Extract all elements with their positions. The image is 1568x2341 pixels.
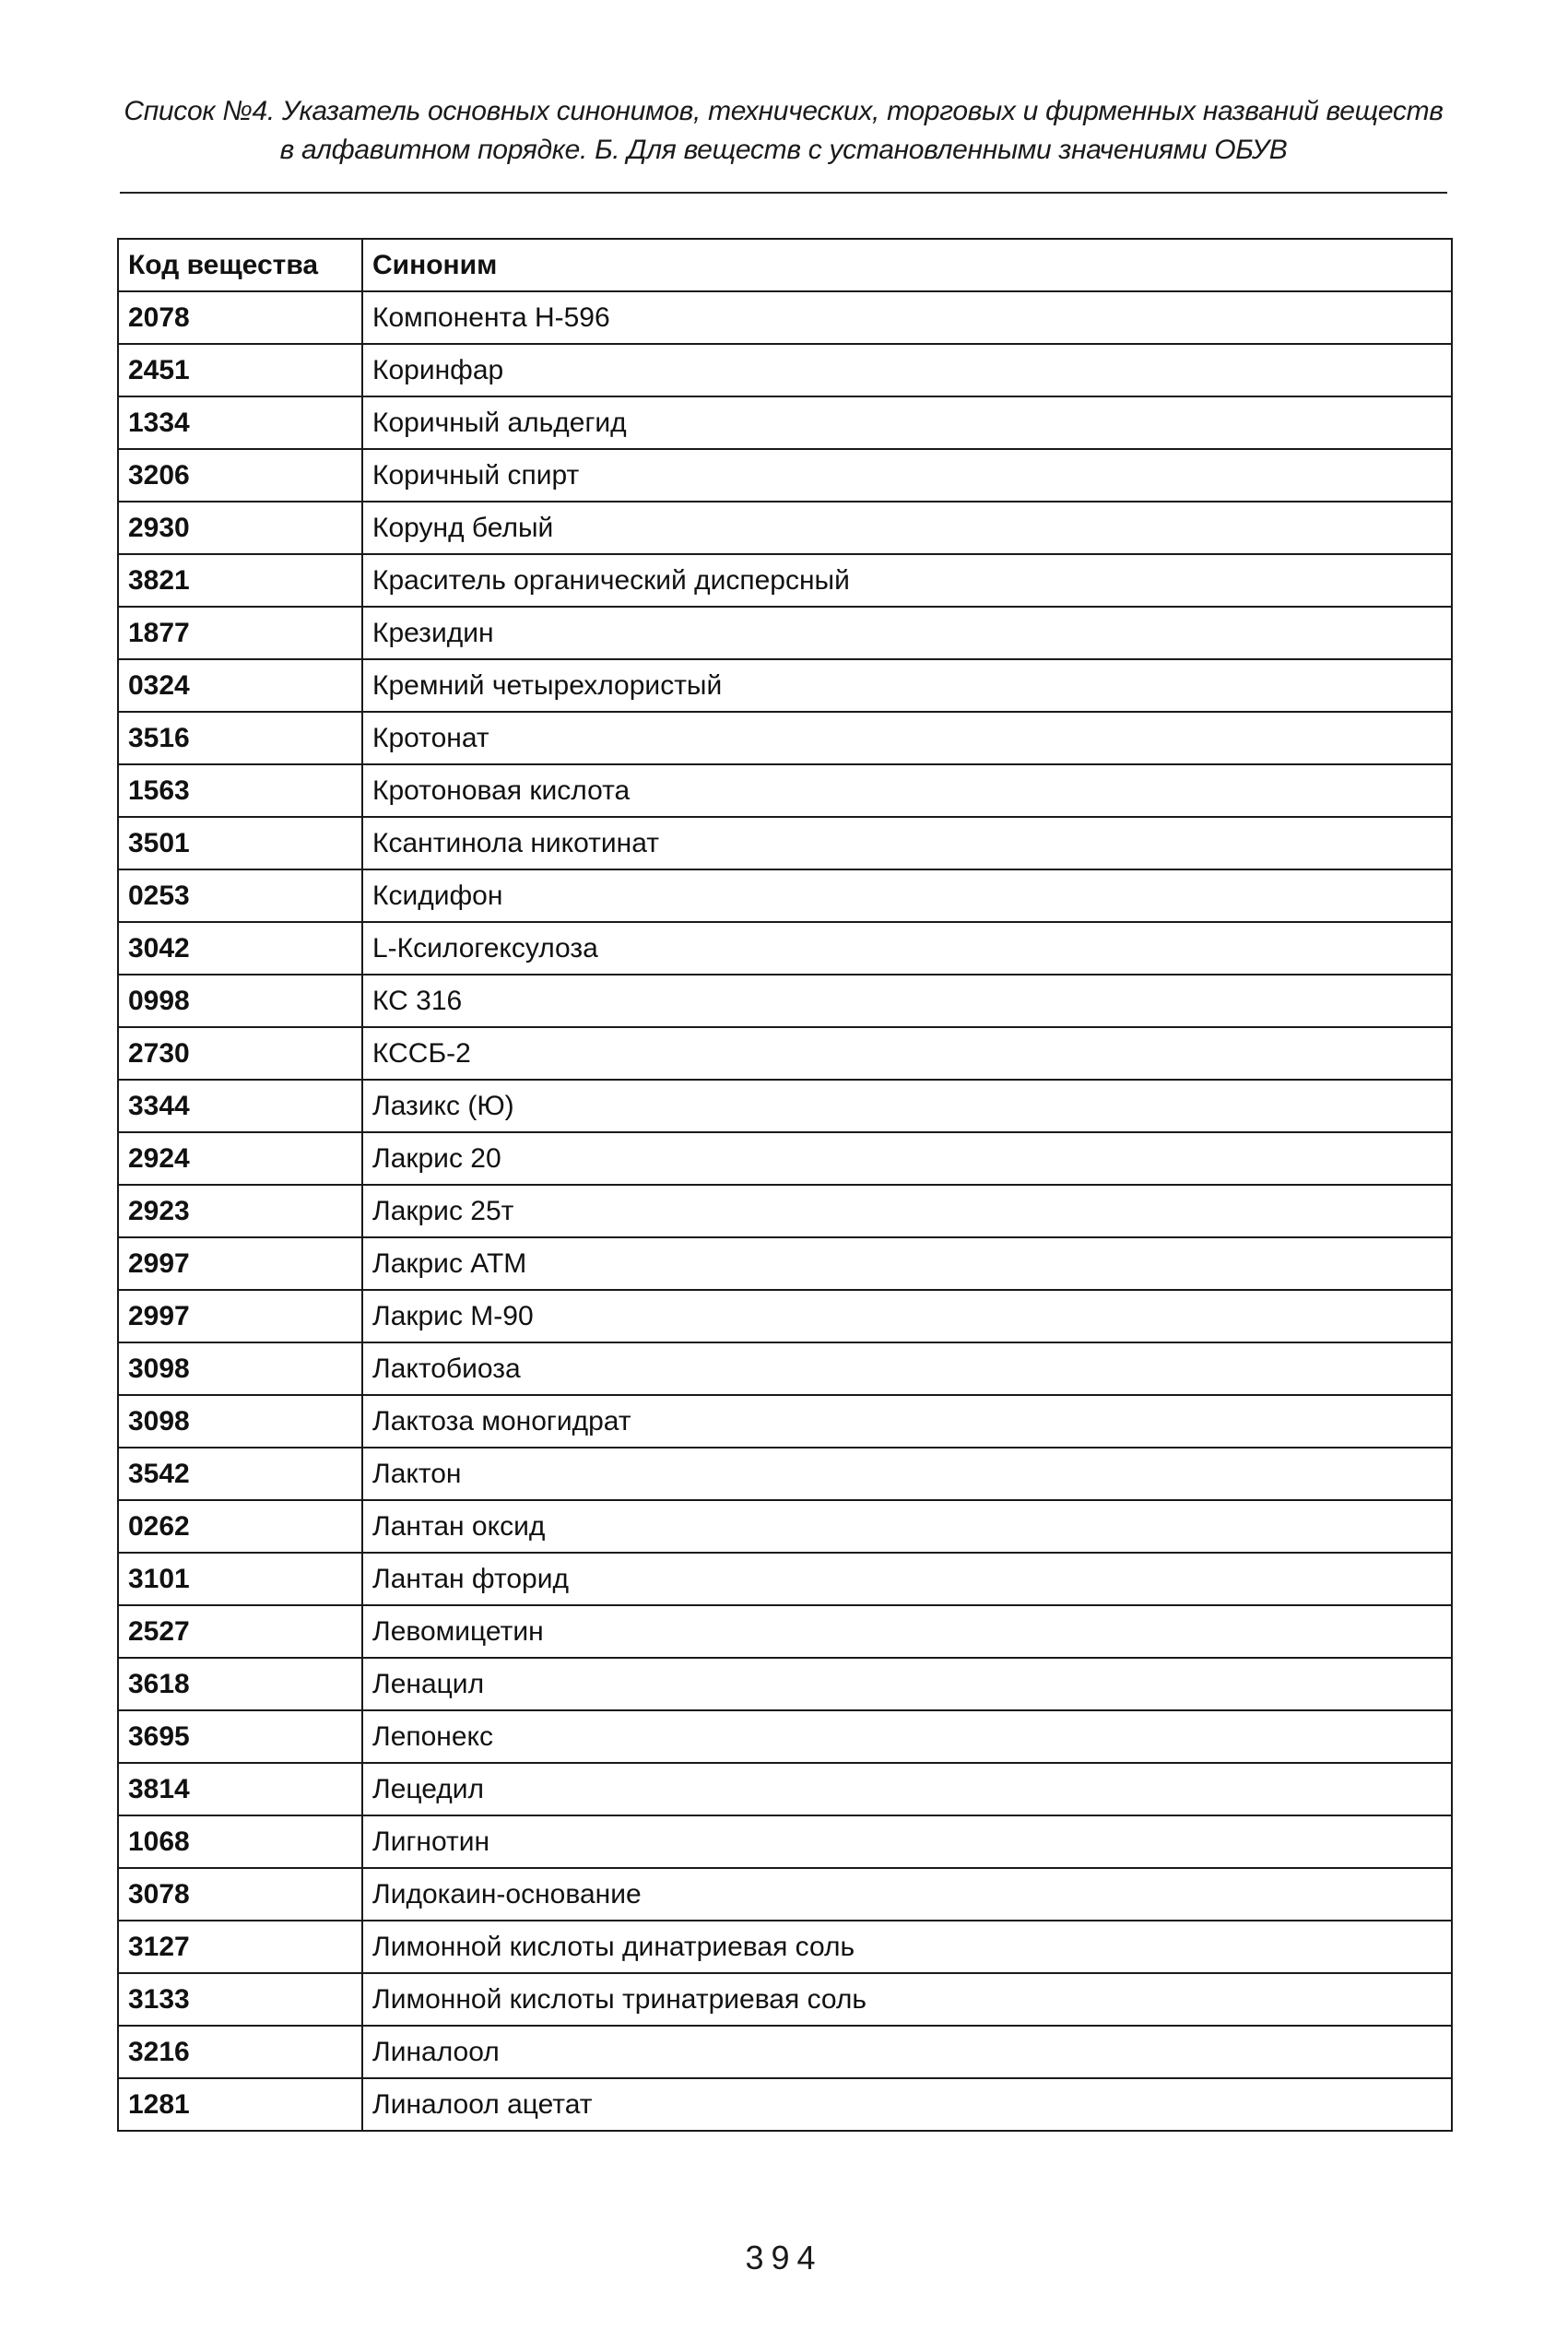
table-row (118, 1395, 1452, 1448)
column-header-code: Код вещества (118, 239, 362, 291)
substance-code-cell: 2527 (118, 1605, 362, 1658)
table-row (118, 449, 1452, 502)
table-row (118, 1185, 1452, 1237)
synonym-cell: Лазикс (Ю) (362, 1080, 1452, 1132)
table-row (118, 869, 1452, 922)
synonym-cell: Лигнотин (362, 1815, 1452, 1868)
table-row (118, 1815, 1452, 1868)
substance-code-cell: 3344 (118, 1080, 362, 1132)
substance-code-cell: 3206 (118, 449, 362, 502)
synonym-cell: Лантан фторид (362, 1553, 1452, 1605)
table-row (118, 1921, 1452, 1973)
synonym-cell: Линалоол (362, 2026, 1452, 2078)
header-line-1: Список №4. Указатель основных синонимов, технических, торговых и фирменных названий веществ (124, 96, 1444, 126)
synonym-cell: Лакрис 20 (362, 1132, 1452, 1185)
substance-code-cell: 3216 (118, 2026, 362, 2078)
synonym-cell: Коричный спирт (362, 449, 1452, 502)
synonym-cell: Лакрис АТМ (362, 1237, 1452, 1290)
synonym-cell: Лимонной кислоты тринатриевая соль (362, 1973, 1452, 2026)
substance-code-cell: 3516 (118, 712, 362, 764)
table-row (118, 1973, 1452, 2026)
header-line-2: в алфавитном порядке. Б. Для веществ с установленными значениями ОБУВ (279, 135, 1288, 165)
synonym-cell: Лактоза моногидрат (362, 1395, 1452, 1448)
substance-code-cell: 3542 (118, 1448, 362, 1500)
synonyms-table (117, 238, 1453, 2132)
synonym-cell: Кремний четырехлористый (362, 659, 1452, 712)
substance-code-cell: 2923 (118, 1185, 362, 1237)
substance-code-cell: 1281 (118, 2078, 362, 2131)
table-row (118, 817, 1452, 869)
table-row (118, 2078, 1452, 2131)
substance-code-cell: 1877 (118, 607, 362, 659)
synonym-cell: Левомицетин (362, 1605, 1452, 1658)
synonym-cell: Кротоновая кислота (362, 764, 1452, 817)
synonym-cell: Ленацил (362, 1658, 1452, 1710)
substance-code-cell: 0324 (118, 659, 362, 712)
table-row (118, 1658, 1452, 1710)
column-header-synonym: Синоним (362, 239, 1452, 291)
synonym-cell: КС 316 (362, 975, 1452, 1027)
table-row (118, 396, 1452, 449)
synonym-cell: КССБ-2 (362, 1027, 1452, 1080)
synonym-cell: Краситель органический дисперсный (362, 554, 1452, 607)
substance-code-cell: 3821 (118, 554, 362, 607)
table-row (118, 1868, 1452, 1921)
substance-code-cell: 1563 (118, 764, 362, 817)
table-row (118, 1237, 1452, 1290)
substance-code-cell: 1334 (118, 396, 362, 449)
substance-code-cell: 3078 (118, 1868, 362, 1921)
synonym-cell: Лантан оксид (362, 1500, 1452, 1553)
substance-code-cell: 3814 (118, 1763, 362, 1815)
table-row (118, 291, 1452, 344)
table-row (118, 344, 1452, 396)
substance-code-cell: 2451 (118, 344, 362, 396)
table-row (118, 922, 1452, 975)
table-body (118, 291, 1452, 2131)
table-row (118, 1710, 1452, 1763)
substance-code-cell: 2997 (118, 1290, 362, 1342)
table-row (118, 1448, 1452, 1500)
table-row (118, 2026, 1452, 2078)
synonym-cell: Лидокаин-основание (362, 1868, 1452, 1921)
table-row (118, 764, 1452, 817)
header-divider (120, 192, 1447, 194)
synonym-cell: Лецедил (362, 1763, 1452, 1815)
synonym-cell: Лакрис 25т (362, 1185, 1452, 1237)
substance-code-cell: 2730 (118, 1027, 362, 1080)
substance-code-cell: 2078 (118, 291, 362, 344)
table-row (118, 1027, 1452, 1080)
synonym-cell: Корунд белый (362, 502, 1452, 554)
table-row (118, 1080, 1452, 1132)
substance-code-cell: 0262 (118, 1500, 362, 1553)
synonym-cell: Компонента Н-596 (362, 291, 1452, 344)
page-header (120, 92, 1447, 170)
table-row (118, 1342, 1452, 1395)
substance-code-cell: 2924 (118, 1132, 362, 1185)
substance-code-cell: 3098 (118, 1342, 362, 1395)
substance-code-cell: 0998 (118, 975, 362, 1027)
table-row (118, 975, 1452, 1027)
synonym-cell: Кротонат (362, 712, 1452, 764)
substance-code-cell: 3133 (118, 1973, 362, 2026)
synonym-cell: Лепонекс (362, 1710, 1452, 1763)
table-row (118, 1132, 1452, 1185)
synonym-cell: L-Ксилогексулоза (362, 922, 1452, 975)
table-row (118, 659, 1452, 712)
table-row (118, 1553, 1452, 1605)
synonym-cell: Лимонной кислоты динатриевая соль (362, 1921, 1452, 1973)
table-row (118, 712, 1452, 764)
table-row (118, 1290, 1452, 1342)
synonym-cell: Ксантинола никотинат (362, 817, 1452, 869)
substance-code-cell: 3098 (118, 1395, 362, 1448)
substance-code-cell: 3042 (118, 922, 362, 975)
table-row (118, 1763, 1452, 1815)
table-header-row (118, 239, 1452, 291)
table-row (118, 554, 1452, 607)
substance-code-cell: 3695 (118, 1710, 362, 1763)
substance-code-cell: 0253 (118, 869, 362, 922)
synonym-cell: Лакрис М-90 (362, 1290, 1452, 1342)
synonym-cell: Линалоол ацетат (362, 2078, 1452, 2131)
synonym-cell: Крезидин (362, 607, 1452, 659)
synonym-cell: Лактобиоза (362, 1342, 1452, 1395)
table-row (118, 607, 1452, 659)
substance-code-cell: 1068 (118, 1815, 362, 1868)
substance-code-cell: 2997 (118, 1237, 362, 1290)
table-row (118, 502, 1452, 554)
synonym-cell: Коричный альдегид (362, 396, 1452, 449)
substance-code-cell: 3618 (118, 1658, 362, 1710)
substance-code-cell: 3501 (118, 817, 362, 869)
table-row (118, 1500, 1452, 1553)
table-row (118, 1605, 1452, 1658)
page-number: 394 (745, 2239, 823, 2276)
substance-code-cell: 2930 (118, 502, 362, 554)
synonym-cell: Ксидифон (362, 869, 1452, 922)
substance-code-cell: 3127 (118, 1921, 362, 1973)
substance-code-cell: 3101 (118, 1553, 362, 1605)
synonym-cell: Лактон (362, 1448, 1452, 1500)
synonym-cell: Коринфар (362, 344, 1452, 396)
